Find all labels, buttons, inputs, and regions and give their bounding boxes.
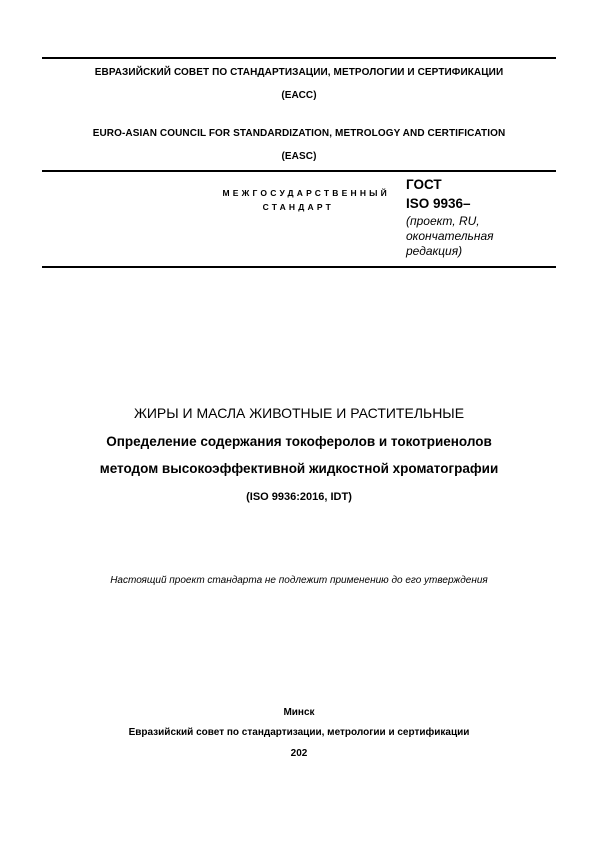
council-abbr-ru: (ЕАСС) <box>281 90 317 101</box>
bottom-rule <box>42 266 556 268</box>
document-subtitle-line1: Определение содержания токоферолов и токотриенолов <box>106 434 492 449</box>
council-name-en: EURO-ASIAN COUNCIL FOR STANDARDIZATION, METROLOGY AND CERTIFICATION <box>92 128 506 139</box>
document-subtitle-line2: методом высокоэффективной жидкостной хроматографии <box>99 461 499 476</box>
draft-disclaimer: Настоящий проект стандарта не подлежит применению до его утверждения <box>110 575 488 586</box>
gost-label: ГОСТ <box>406 177 442 192</box>
council-name-ru: ЕВРАЗИЙСКИЙ СОВЕТ ПО СТАНДАРТИЗАЦИИ, МЕТРОЛОГИИ И СЕРТИФИКАЦИИ <box>94 67 504 78</box>
year: 202 <box>290 748 308 759</box>
top-rule <box>42 57 556 59</box>
city: Минск <box>283 707 315 718</box>
document-title: ЖИРЫ И МАСЛА ЖИВОТНЫЕ И РАСТИТЕЛЬНЫЕ <box>133 405 465 421</box>
draft-note-line3: редакция) <box>406 244 463 258</box>
publisher: Евразийский совет по стандартизации, метрологии и сертификации <box>128 727 470 738</box>
standard-type-line2: СТАНДАРТ <box>262 202 334 212</box>
standard-number: ISO 9936– <box>406 196 471 211</box>
council-abbr-en: (EASC) <box>281 151 317 162</box>
draft-note-line2: окончательная <box>406 229 494 243</box>
middle-rule <box>42 170 556 172</box>
draft-note-line1: (проект, RU, <box>406 214 480 228</box>
iso-reference: (ISO 9936:2016, IDT) <box>246 491 352 503</box>
standard-type-line1: МЕЖГОСУДАРСТВЕННЫЙ <box>222 188 390 198</box>
